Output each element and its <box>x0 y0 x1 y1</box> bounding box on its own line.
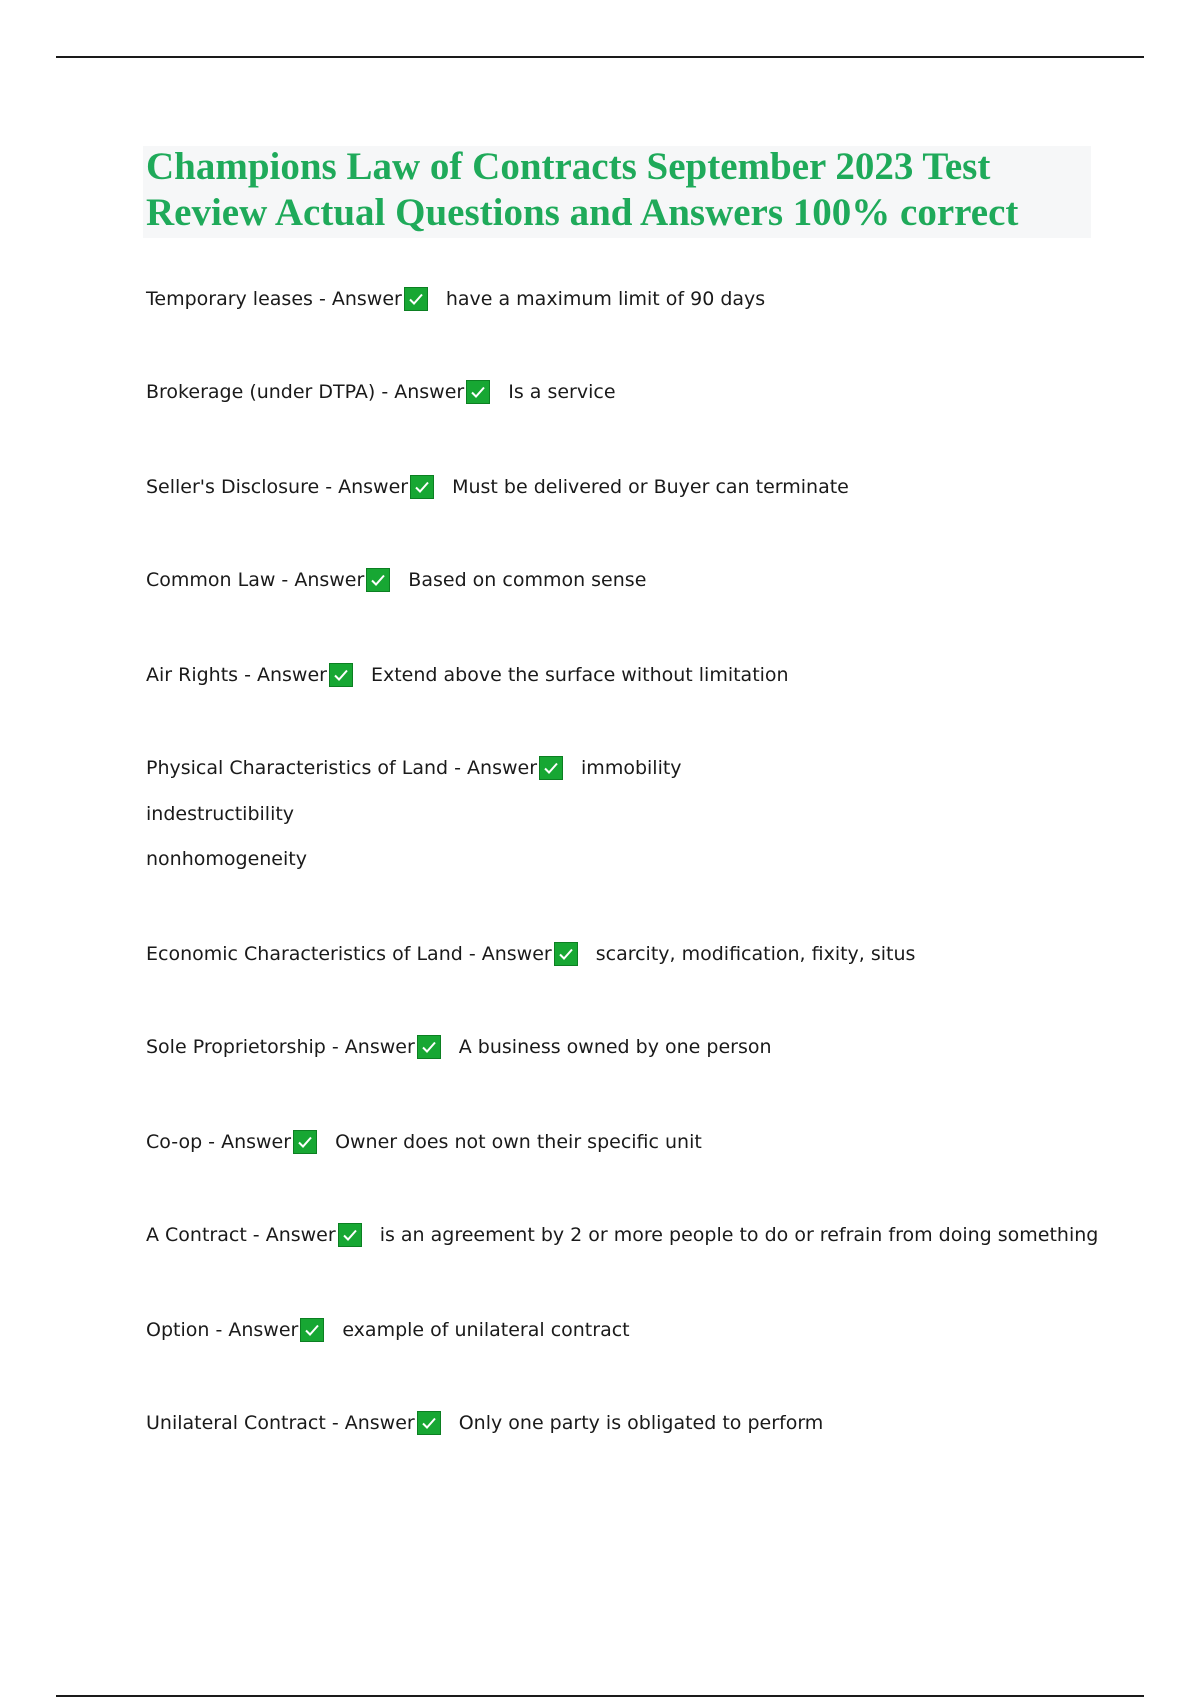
qa-item-temporary-leases <box>146 287 765 311</box>
qa-term: Unilateral Contract - Answer <box>146 1412 415 1434</box>
qa-answer: have a maximum limit of 90 days <box>445 288 766 310</box>
qa-answer: Extend above the surface without limitation <box>370 664 789 686</box>
qa-item-sellers-disclosure <box>146 475 849 499</box>
qa-answer: Only one party is obligated to perform <box>458 1412 824 1434</box>
qa-term: Seller's Disclosure - Answer <box>146 476 409 498</box>
top-rule <box>56 56 1144 58</box>
check-box-icon <box>539 756 563 780</box>
qa-answer: Must be delivered or Buyer can terminate <box>452 476 849 498</box>
check-box-icon <box>404 287 428 311</box>
check-box-icon <box>366 568 390 592</box>
check-box-icon <box>417 1035 441 1059</box>
qa-term: Co-op - Answer <box>146 1131 292 1153</box>
qa-answer: Owner does not own their specific unit <box>335 1131 702 1153</box>
qa-term: Temporary leases - Answer <box>146 288 402 310</box>
qa-answer: is an agreement by 2 or more people to do or refrain from doing something <box>379 1224 1099 1246</box>
check-box-icon <box>338 1223 362 1247</box>
qa-item-common-law <box>146 568 646 592</box>
qa-item-unilateral-contract <box>146 1411 823 1435</box>
check-box-icon <box>554 942 578 966</box>
qa-term: Sole Proprietorship - Answer <box>146 1036 415 1058</box>
qa-answer-continuation: indestructibility <box>146 803 295 825</box>
qa-term: Air Rights - Answer <box>146 664 327 686</box>
check-box-icon <box>293 1130 317 1154</box>
qa-item-air-rights <box>146 663 789 687</box>
bottom-rule <box>56 1695 1144 1697</box>
check-box-icon <box>329 663 353 687</box>
qa-item-sole-proprietorship <box>146 1035 772 1059</box>
qa-answer-continuation: nonhomogeneity <box>146 848 307 870</box>
qa-answer: scarcity, modification, fixity, situs <box>595 943 916 965</box>
qa-answer: Based on common sense <box>408 569 647 591</box>
check-box-icon <box>410 475 434 499</box>
qa-term: Option - Answer <box>146 1319 299 1341</box>
qa-term: A Contract - Answer <box>146 1224 336 1246</box>
qa-answer: Is a service <box>508 381 616 403</box>
qa-item-co-op <box>146 1130 702 1154</box>
qa-item-physical-characteristics <box>146 756 682 780</box>
qa-item-brokerage <box>146 380 616 404</box>
qa-answer: example of unilateral contract <box>342 1319 630 1341</box>
qa-term: Common Law - Answer <box>146 569 365 591</box>
qa-term: Brokerage (under DTPA) - Answer <box>146 381 465 403</box>
check-box-icon <box>300 1318 324 1342</box>
qa-item-a-contract <box>146 1223 1098 1247</box>
qa-item-option <box>146 1318 630 1342</box>
document-title: Champions Law of Contracts September 2023 Test Review Actual Questions and Answers 100% correct <box>146 145 1019 234</box>
check-box-icon <box>466 380 490 404</box>
qa-answer: immobility <box>581 757 682 779</box>
qa-term: Economic Characteristics of Land - Answer <box>146 943 552 965</box>
qa-term: Physical Characteristics of Land - Answer <box>146 757 538 779</box>
qa-answer: A business owned by one person <box>458 1036 772 1058</box>
qa-item-economic-characteristics <box>146 942 915 966</box>
check-box-icon <box>417 1411 441 1435</box>
